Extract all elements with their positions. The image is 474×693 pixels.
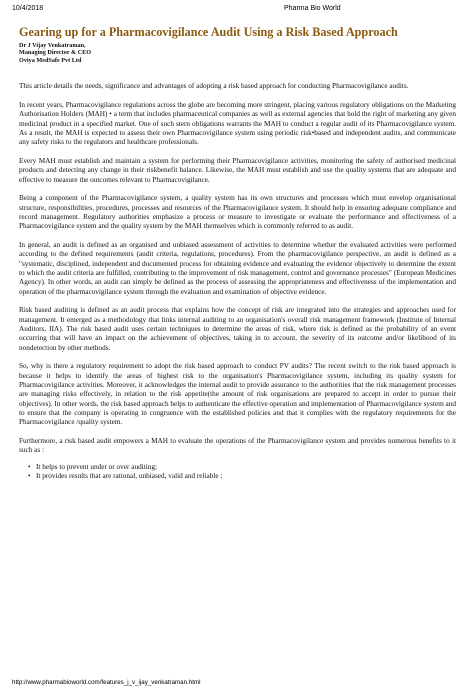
print-header <box>12 5 462 17</box>
paragraph-intro: This article details the needs, significance and advantages of adopting a risk based approach for conducting Pharmacovigilance audits. <box>19 82 409 91</box>
author-role: Managing Director & CEO <box>19 49 92 57</box>
paragraph-audit-definition: In general, an audit is defined as an organised and unbiased assessment of activities to determine whether the evaluated activities were performed according to the defined requirements (audit criteria, regulations, procedures). From the pharmacovigilance perspective, an audit is defined as a "systematic, disciplined, independent and documented process for obtaining evidence and evaluating the evidence objectively to determine the extent to which the audit criteria are fulfilled, contributing to the improvement of risk management, control and governance processes" (European Medicines Agency). In other words, an audit can simply be defined as the process of assessing the appropriateness and effectiveness of the implementation and operation of the pharmacovigilance system through the evaluation and examination of objective evidence. <box>19 241 456 296</box>
author-name: Dr J Vijay Venkatraman, <box>19 42 86 49</box>
author-org: Oviya MedSafe Pvt Ltd <box>19 56 82 64</box>
paragraph-why-risk-based: So, why is there a regulatory requirement to adopt the risk based approach to conduct PV audits? The recent switch to the risk based approach is because it helps to identify the areas of highest risk to the organisation's Pharmacovigilance system, including its quality system for Pharmacovigilance activities. Moreover, it acknowledges the internal audit to provide assurance to the authorities that the risk management processes are managing risks effectively, in relation to the risk appetite(the amount of risk organisations are prepared to accept in order to pursue their objectives). In other words, the risk based approach helps to authenticate the effective operation and implementation of Pharmacovigilance system and to ensure that the company is operating in congruence with the established policies and that it complies with the regulatory requirements for the Pharmacovigilance /quality system. <box>19 362 456 427</box>
list-item: • It helps to prevent under or over auditing; <box>36 463 456 472</box>
benefits-list <box>19 463 456 482</box>
paragraph-benefits-intro: Furthermore, a risk based audit empowers a MAH to evaluate the operations of the Pharmacovigilance system and provides numerous benefits to it such as : <box>19 436 456 455</box>
paragraph-quality-system: Being a component of the Pharmacovigilance system, a quality system has its own structures and processes which must envelop organisational structure, responsibilities, procedures, processes and resources of the Pharmacovigilance system. It should help in ensuring adequate compliance and record management. Regulatory authorities emphasize a process or measure to investigate or evaluate the performance and effectiveness of a Pharmacovigilance system and the quality system by the MAH themselves which is commonly referred to as audit. <box>19 194 456 231</box>
article-title: Gearing up for a Pharmacovigilance Audit Using a Risk Based Approach <box>19 25 398 39</box>
article <box>19 25 456 482</box>
page-url: http://www.pharmabioworld.com/features_j_v_ijay_venkatraman.html <box>12 679 201 686</box>
paragraph-risk-based-auditing: Risk based auditing is defined as an audit process that explains how the concept of risk are integrated into the strategies and approaches used for management. It emerged as a methodology that links internal auditing to an organisation's overall risk management framework (Institute of Internal Auditors, IIA). The risk based audit uses certain techniques to determine the areas of risk, where risk is defined as the probability of an event occurring that will have an impact on the achievement of objectives, taking in to account, the severity of its outcome and/or likelihood of its nondetection by other methods. <box>19 306 456 352</box>
paragraph-regulations: In recent years, Pharmacovigilance regulations across the globe are becoming more stringent, placing various regulatory obligations on the Marketing Authorisation Holders (MAH) • a term that includes pharmaceutical companies as well as external agencies that hold the right of marketing any given medicinal product in a specified market. One of such stern obligations warrants the MAH to conduct a regular audit of its Pharmacovigilance system. As a result, the MAH is expected to assess their own Pharmacovigilance system using periodic risk•based and independent audits, and communicate any safety risks to the regulators and healthcare professionals. <box>19 101 456 147</box>
list-item: • It provides results that are rational, unbiased, valid and reliable ; <box>36 472 456 481</box>
print-date: 10/4/2018 <box>12 5 44 12</box>
paragraph-mah-system: Every MAH must establish and maintain a system for performing their Pharmacovigilance activities, monitoring the safety of authorised medicinal products and detecting any change in their riskbenefit balance. Likewise, the MAH must establish and use the quality systems that are adequate and effective to measure the outcomes relevant to Pharmacovigilance. <box>19 157 456 184</box>
site-name: Pharma Bio World <box>284 5 341 12</box>
